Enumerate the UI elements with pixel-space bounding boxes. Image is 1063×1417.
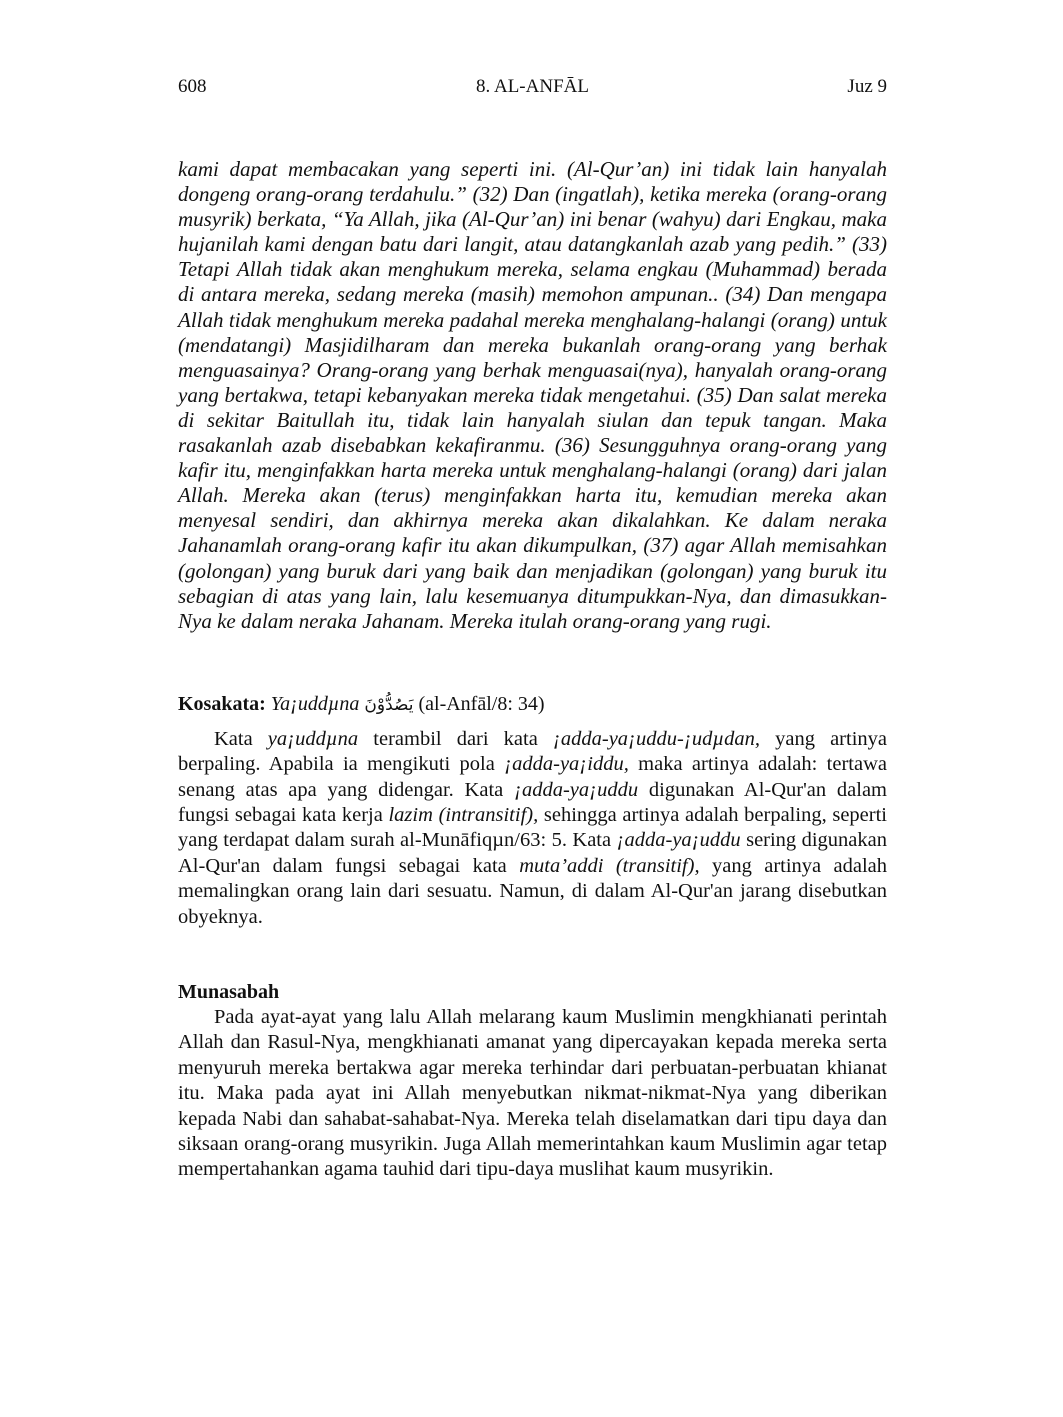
juz-label: Juz 9: [847, 76, 887, 97]
kosakata-italic-term: muta’addi (transitif),: [519, 854, 700, 877]
kosakata-text: maka artinya adalah: tertawa senang atas apa yang didengar. Kata: [178, 753, 887, 801]
kosakata-paragraph: [178, 727, 887, 930]
kosakata-text: yang artinya berpaling. Apabila ia mengikuti pola: [178, 727, 887, 776]
kosakata-text: digunakan Al-Qur'an dalam fungsi sebagai kata kerja: [178, 778, 887, 826]
verse-translation: kami dapat membacakan yang seperti ini. (Al-Qur’an) ini tidak lain hanyalah dongeng orang-orang terdahulu.” (32) Dan (ingatlah), ketika mereka (orang-orang musyrik) berkata, “Ya Allah, jika (Al-Qur’an) ini benar (wahyu) dari Engkau, maka hujanilah kami dengan batu dari langit, atau datangkanlah azab yang pedih.” (33) Tetapi Allah tidak akan menghukum mereka, selama engkau (Muhammad) berada di antara mereka, sedang mereka (masih) memohon ampunan.. (34) Dan mengapa Allah tidak menghukum mereka padahal mereka menghalang-halangi (orang) untuk (mendatangi) Masjidilharam dan mereka bukanlah orang-orang yang berhak menguasainya? Orang-orang yang berhak menguasai(nya), hanyalah orang-orang yang bertakwa, tetapi kebanyakan mereka tidak mengetahui. (35) Dan salat mereka di sekitar Baitullah itu, tidak lain hanyalah siulan dan tepuk tangan. Maka rasakanlah azab disebabkan kekafiranmu. (36) Sesungguhnya orang-orang yang kafir itu, menginfakkan harta mereka untuk menghalang-halangi (orang) dari jalan Allah. Mereka akan (terus) menginfakkan harta itu, kemudian mereka akan menyesal sendiri, dan akhirnya mereka akan dikalahkan. Ke dalam neraka Jahanamlah orang-orang kafir itu akan dikumpulkan, (37) agar Allah memisahkan (golongan) yang buruk dari yang baik dan menjadikan (golongan) yang buruk itu sebagian di atas yang lain, lalu kesemuanya ditumpukkan-Nya, dan dimasukkan-Nya ke dalam neraka Jahanam. Mereka itulah orang-orang yang rugi.: [178, 157, 887, 633]
page-number: 608: [178, 76, 207, 97]
kosakata-text: sering digunakan Al-Qur'an dalam fungsi sebagai kata: [178, 829, 887, 877]
kosakata-text: sehingga artinya adalah berpaling, seperti yang terdapat dalam surah al-Munāfiqµn/63: 5. Kata: [178, 804, 887, 852]
page-body: [178, 157, 887, 1183]
kosakata-term: Ya¡uddµna: [270, 692, 360, 715]
kosakata-text: terambil dari kata: [358, 727, 553, 750]
kosakata-italic-term: ¡adda-ya¡uddu: [616, 829, 741, 852]
kosakata-italic-term: ¡adda-ya¡iddu,: [504, 753, 629, 776]
kosakata-italic-term: ¡adda-ya¡uddu: [514, 778, 639, 801]
kosakata-italic-term: ya¡uddµna: [267, 727, 359, 750]
munasabah-heading: Munasabah: [178, 981, 280, 1004]
kosakata-italic-term: lazim (intransitif),: [388, 804, 539, 826]
kosakata-text: yang artinya adalah memalingkan orang lain dari sesuatu. Namun, di dalam Al-Qur'an jarang disebutkan obyeknya.: [178, 854, 888, 928]
kosakata-text: Kata: [214, 727, 268, 750]
kosakata-italic-term: ¡adda-ya¡uddu-¡udµdan,: [552, 727, 761, 750]
kosakata-arabic: يَصُدُّوْنَ: [364, 694, 414, 715]
kosakata-heading: [178, 690, 887, 719]
kosakata-reference: (al-Anfāl/8: 34): [418, 692, 545, 715]
kosakata-label: Kosakata:: [178, 692, 266, 715]
running-header: [178, 76, 887, 102]
munasabah-paragraph: Pada ayat-ayat yang lalu Allah melarang kaum Muslimin mengkhianati perintah Allah dan Rasul-Nya, mengkhianati amanat yang dipercayakan kepada mereka serta menyuruh mereka bertakwa agar mereka terhindar dari perbuatan-perbuatan khianat itu. Maka pada ayat ini Allah menyebutkan nikmat-nikmat-Nya yang diberikan kepada Nabi dan sahabat-sahabat-Nya. Mereka telah diselamatkan dari tipu daya dan siksaan orang-orang musyrikin. Juga Allah memerintahkan kaum Muslimin agar tetap mempertahankan agama tauhid dari tipu-daya muslihat kaum musyrikin.: [178, 1006, 887, 1181]
chapter-title: 8. AL-ANFĀL: [476, 76, 589, 97]
